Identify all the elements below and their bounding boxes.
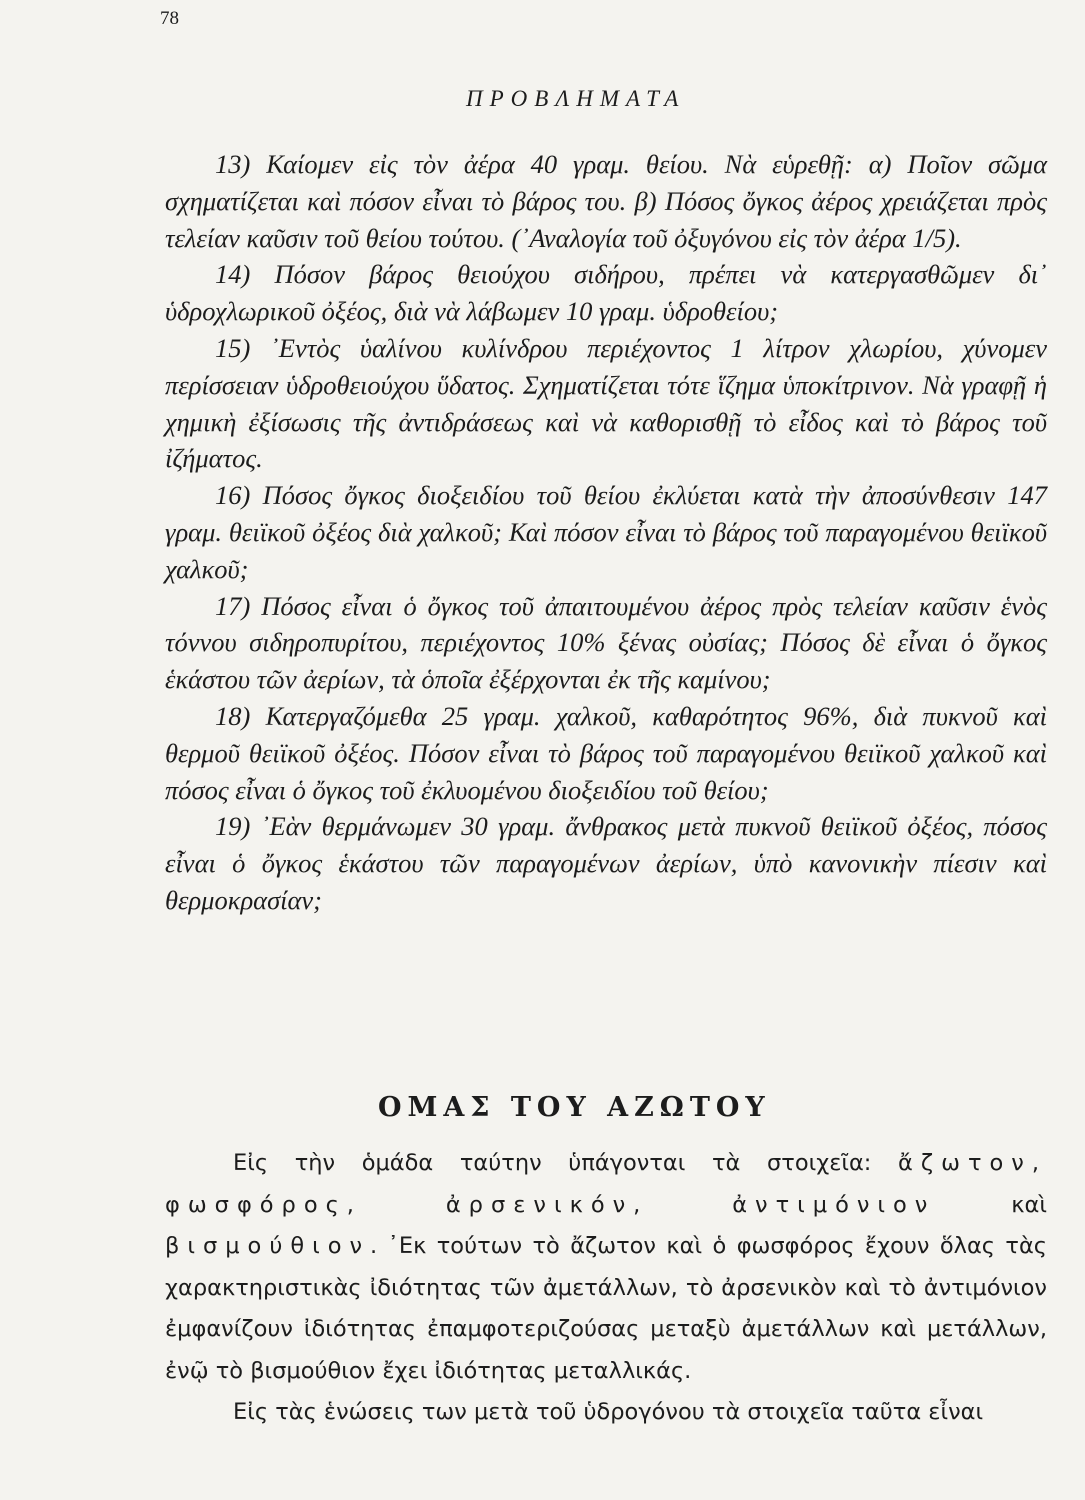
page-number: 78 xyxy=(160,8,179,29)
problem-13: 13) Καίομεν εἰς τὸν ἀέρα 40 γραμ. θείου. Νὰ εὑρεθῇ: α) Ποῖον σῶμα σχηματίζεται καὶ πόσον εἶναι τὸ βάρος του. β) Πόσος ὄγκος ἀέρος χρειάζεται πρὸς τελείαν καῦσιν τοῦ θείου τούτου. (᾿Αναλογία τοῦ ὀξυγόνου εἰς τὸν ἀέρα 1/5). xyxy=(165,149,1047,253)
closing-paragraph: Εἰς τὰς ἑνώσεις των μετὰ τοῦ ὑδρογόνου τὰ στοιχεῖα ταῦτα εἶναι xyxy=(233,1399,984,1425)
element-list: ἄζωτον, φωσφόρος, ἀρσενικόν, ἀντιμόνιον xyxy=(165,1150,1047,1218)
intro-paragraph xyxy=(165,1143,1047,1392)
problem-18: 18) Κατεργαζόμεθα 25 γραμ. χαλκοῦ, καθαρότητος 96%, διὰ πυκνοῦ καὶ θερμοῦ θειϊκοῦ ὀξέος. Πόσον εἶναι τὸ βάρος τοῦ παραγομένου θειϊκοῦ χαλκοῦ καὶ πόσος εἶναι ὁ ὄγκος τοῦ ἐκλυομένου διοξειδίου τοῦ θείου; xyxy=(165,700,1047,805)
intro-lead: Εἰς τὴν ὁμάδα ταύτην ὑπάγονται τὰ στοιχεῖα: xyxy=(233,1150,872,1176)
section-title: ΠΡΟΒΛΗΜΑΤΑ xyxy=(466,86,686,111)
group-intro-text xyxy=(165,1143,1047,1434)
element-bismuth: βισμούθιον xyxy=(165,1233,371,1259)
intro-conjunction: καὶ xyxy=(1011,1191,1047,1218)
problem-19: 19) ᾿Εὰν θερμάνωμεν 30 γραμ. ἄνθρακος μετὰ πυκνοῦ θειϊκοῦ ὀξέος, πόσος εἶναι ὁ ὄγκος ἑκάστου τῶν παραγομένων ἀερίων, ὑπὸ κανονικὴν πίεσιν καὶ θερμοκρασίαν; xyxy=(165,811,1047,915)
problem-16: 16) Πόσος ὄγκος διοξειδίου τοῦ θείου ἐκλύεται κατὰ τὴν ἀποσύνθεσιν 147 γραμ. θειϊκοῦ ὀξέος διὰ χαλκοῦ; Καὶ πόσον εἶναι τὸ βάρος τοῦ παραγομένου θειϊκοῦ χαλκοῦ; xyxy=(165,480,1047,584)
problem-15: 15) ᾿Εντὸς ὑαλίνου κυλίνδρου περιέχοντος 1 λίτρον χλωρίου, χύνομεν περίσσειαν ὑδροθειούχου ὕδατος. Σχηματίζεται τότε ἵζημα ὑποκίτρινον. Νὰ γραφῇ ἡ χημικὴ ἐξίσωσις τῆς ἀντιδράσεως καὶ νὰ καθορισθῇ τὸ εἶδος καὶ τὸ βάρος τοῦ ἰζήματος. xyxy=(165,332,1047,474)
problems-list xyxy=(165,146,1047,919)
problem-17: 17) Πόσος εἶναι ὁ ὄγκος τοῦ ἀπαιτουμένου ἀέρος πρὸς τελείαν καῦσιν ἑνὸς τόννου σιδηροπυρίτου, περιέχοντος 10% ξένας οὐσίας; Πόσος δὲ εἶναι ὁ ὄγκος ἑκάστου τῶν ἀερίων, τὰ ὁποῖα ἐξέρχονται ἐκ τῆς καμίνου; xyxy=(165,590,1047,695)
problem-14: 14) Πόσον βάρος θειούχου σιδήρου, πρέπει νὰ κατεργασθῶμεν δι᾿ ὑδροχλωρικοῦ ὀξέος, διὰ νὰ λάβωμεν 10 γραμ. ὑδροθείου; xyxy=(165,259,1047,327)
group-title: ΟΜΑΣ ΤΟΥ ΑΖΩΤΟΥ xyxy=(378,1092,771,1123)
intro-rest: . ᾿Εκ τούτων τὸ ἄζωτον καὶ ὁ φωσφόρος ἔχουν ὅλας τὰς χαρακτηριστικὰς ἰδιότητας τῶν ἀμετάλλων, τὸ ἀρσενικὸν καὶ τὸ ἀντιμόνιον ἐμφανίζουν ἰδιότητας ἐπαμφοτεριζούσας μεταξὺ ἀμετάλλων καὶ μετάλλων, ἐνῷ τὸ βισμούθιον ἔχει ἰδιότητας μεταλλικάς. xyxy=(165,1233,1047,1384)
